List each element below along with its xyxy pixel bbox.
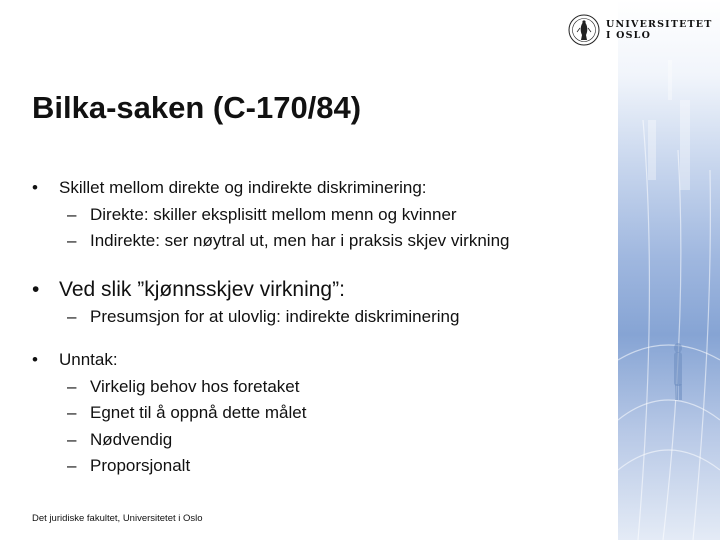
sub-bullet-marker: – xyxy=(67,377,77,396)
bullet-item xyxy=(32,278,39,302)
sub-bullet-marker: – xyxy=(67,205,77,224)
sub-bullet-text: Virkelig behov hos foretaket xyxy=(90,377,300,396)
university-name xyxy=(606,19,713,41)
sub-bullet-text: Egnet til å oppnå dette målet xyxy=(90,403,307,422)
slide-title: Bilka-saken (C-170/84) xyxy=(32,90,362,125)
sub-bullet-text: Indirekte: ser nøytral ut, men har i praksis skjev virkning xyxy=(90,231,510,250)
sub-bullet-text: Direkte: skiller eksplisitt mellom menn og kvinner xyxy=(90,205,457,224)
sub-bullet-marker: – xyxy=(67,430,77,449)
bullet-text: Skillet mellom direkte og indirekte diskriminering: xyxy=(59,178,427,197)
bullet-item xyxy=(32,178,38,198)
slide-footer: Det juridiske fakultet, Universitetet i Oslo xyxy=(32,513,203,524)
bullet-marker: • xyxy=(32,178,38,197)
sub-bullet-marker: – xyxy=(67,307,77,326)
building-silhouette-graphic xyxy=(618,0,720,540)
university-seal-icon xyxy=(568,13,600,47)
bullet-text: Ved slik ”kjønnsskjev virkning”: xyxy=(59,278,345,301)
bullet-marker: • xyxy=(32,278,40,301)
sub-bullet-marker: – xyxy=(67,403,77,422)
bullet-item xyxy=(32,350,38,370)
university-name-line1: UNIVERSITETET xyxy=(606,19,713,30)
sub-bullet-text: Proporsjonalt xyxy=(90,456,191,475)
university-name-line2: I OSLO xyxy=(606,30,652,41)
bullet-text: Unntak: xyxy=(59,350,118,369)
sub-bullet-text: Nødvendig xyxy=(90,430,173,449)
university-logo xyxy=(568,13,713,49)
sub-bullet-text: Presumsjon for at ulovlig: indirekte diskriminering xyxy=(90,307,460,326)
bullet-marker: • xyxy=(32,350,38,369)
sub-bullet-marker: – xyxy=(67,456,77,475)
sub-bullet-marker: – xyxy=(67,231,77,250)
side-decoration-strip xyxy=(618,0,720,540)
